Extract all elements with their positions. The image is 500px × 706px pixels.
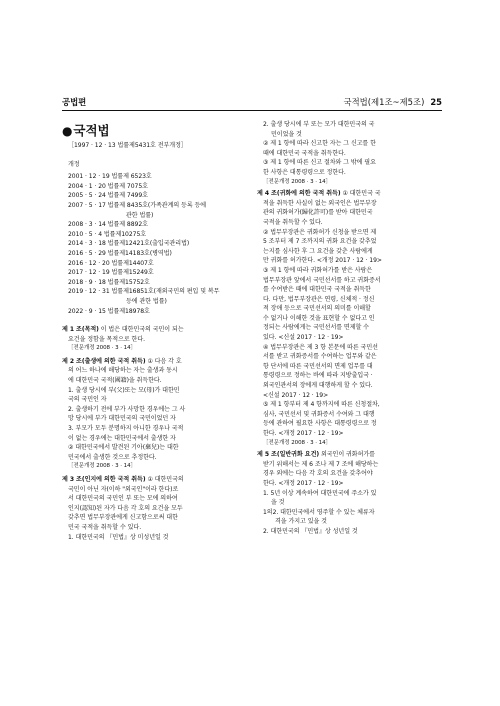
amendment-note: ［전문개정 2008 · 3 · 14］ — [68, 345, 136, 352]
article-line: 적을 취득한 사실이 없는 외국인은 법무부장 — [263, 199, 377, 207]
article-line: 에 대한민국 국적(國籍)을 취득한다. — [68, 377, 162, 385]
article-line: 2. 대한민국의 『민법』상 성년일 것 — [263, 527, 358, 535]
running-header — [62, 92, 442, 111]
article-line: 적 장애 등으로 국민선서의 의미를 이해할 — [263, 305, 371, 313]
article-line: 2. 출생 당시에 부 또는 모가 대한민국의 국 — [263, 121, 375, 128]
right-column — [257, 120, 442, 537]
history-entry: 등에 관한 법률) — [126, 297, 167, 305]
article-heading: 제 1 조(목적) — [62, 326, 99, 334]
history-entry: 2018 · 9 · 18 법률제15752호 — [68, 278, 150, 286]
article-line: 정되는 사람에게는 국민선서를 면제할 수 — [263, 324, 369, 332]
article-line: 요건을 정함을 목적으로 한다. — [68, 335, 145, 343]
article-line: 통령령으로 정하는 바에 따라 지방출입국 · — [263, 372, 373, 380]
article-line: 국적을 취득할 수 있다. — [263, 218, 323, 226]
enactment-note: ［1997 · 12 · 13 법률제5431호 전부개정］ — [68, 142, 187, 149]
article-line: 관의 귀화허가(歸化許可)를 받아 대한민국 — [263, 209, 373, 217]
article-line: 한 사항은 대통령령으로 정한다. — [263, 168, 346, 176]
article-5 — [257, 450, 442, 536]
article-line: 민이었을 것 — [271, 130, 302, 138]
article-line: 3. 부모가 모두 분명하지 아니한 경우나 국적 — [68, 425, 184, 433]
history-entry: 2010 · 5 · 4 법률제10275호 — [68, 230, 147, 238]
law-title — [62, 124, 244, 138]
article-line: 를 수여받은 때에 대한민국 국적을 취득한 — [263, 286, 371, 294]
article-line: 때에 대한민국 국적을 취득한다. — [263, 149, 346, 157]
article-line: 의 어느 하나에 해당하는 자는 출생과 동시 — [68, 367, 178, 375]
article-line: 제 1 조(목적) 이 법은 대한민국의 국민이 되는 — [62, 326, 184, 334]
amendment-note: ［전문개정 2008 · 3 · 14］ — [263, 178, 331, 185]
article-line: 5 조부터 제 7 조까지의 귀화 요건을 갖추었 — [263, 238, 377, 246]
article-line: 1. 5년 이상 계속하여 대한민국에 주소가 있 — [263, 489, 377, 497]
article-line: ③ 제 1 항에 따라 귀화허가를 받은 사람은 — [263, 266, 373, 274]
article-line: 2. 출생하기 전에 부가 사망한 경우에는 그 사 — [68, 405, 186, 413]
left-column — [62, 120, 244, 542]
article-line: ③ 제 1 항에 따른 신고 절차와 그 밖에 필요 — [263, 159, 376, 167]
article-line: 경우 외에는 다음 각 호의 요건을 갖추어야 — [263, 470, 373, 478]
article-line: 심사, 국민선서 및 귀화증서 수여와 그 대행 — [263, 410, 375, 418]
article-line: 민국 국적을 취득할 수 있다. — [68, 523, 142, 531]
article-4 — [257, 189, 442, 448]
article-1 — [62, 325, 244, 354]
amendment-note: ［전문개정 2008 · 3 · 14］ — [68, 463, 136, 470]
article-line: 국민이 아닌 자(이하 "외국인"이라 한다)로 — [68, 485, 179, 493]
bullet-icon: ● — [62, 124, 73, 138]
history-entry: 2022 · 9 · 15 법률제18978호 — [68, 307, 150, 315]
page-number: 25 — [430, 97, 442, 107]
article-heading: 제 2 조(출생에 의한 국적 취득) — [62, 357, 146, 365]
amendment-history — [68, 172, 244, 316]
article-line: 받기 위해서는 제 6 조나 제 7 조에 해당하는 — [263, 460, 379, 468]
header-right — [344, 96, 443, 108]
article-line: 서를 받고 귀화증서를 수여하는 업무와 같은 — [263, 353, 377, 361]
article-heading: 제 4 조(귀화에 의한 국적 취득) — [257, 190, 341, 198]
article-heading: 제 3 조(인지에 의한 국적 취득) — [62, 476, 146, 483]
history-entry: 2007 · 5 · 17 법률제 8435호(가족관계의 등록 등에 — [68, 201, 207, 209]
history-entry: 2014 · 3 · 18 법률제12421호(출입국관리법) — [68, 240, 190, 248]
article-line: 외국인관서의 장에게 대행하게 할 수 있다. — [263, 382, 373, 390]
article-line: <신설 2017 · 12 · 19> — [263, 391, 329, 399]
running-title: 국적법(제1조~제5조) — [343, 97, 425, 107]
article-line: 민국에서 출생한 것으로 추정한다. — [68, 453, 157, 461]
article-line: 한다. <개정 2017 · 12 · 19> — [263, 479, 344, 487]
history-entry: 2016 · 5 · 29 법률제14183호(병역법) — [68, 249, 172, 257]
article-line: 항 단서에 따른 국민선서의 면제 업무를 대 — [263, 362, 373, 370]
article-line: 국의 국민인 자 — [68, 396, 107, 404]
article-line: 수 없거나 이해한 것을 표현할 수 없다고 인 — [263, 314, 375, 322]
article-line: 망 당시에 부가 대한민국의 국민이었던 자 — [68, 415, 176, 423]
history-entry: 2016 · 12 · 20 법률제14407호 — [68, 259, 154, 267]
article-line: 제 2 조(출생에 의한 국적 취득) ① 다음 각 호 — [62, 357, 182, 365]
amendment-note: ［전문개정 2008 · 3 · 14］ — [263, 439, 331, 446]
article-line: ⑤ 제 1 항부터 제 4 항까지에 따른 신청절차, — [263, 401, 380, 409]
article-line: ② 대한민국에서 발견된 기아(棄兒)는 대한 — [68, 444, 179, 452]
history-entry: 2005 · 5 · 24 법률제 7499호 — [68, 192, 148, 200]
article-line: 법무부장관 앞에서 국민선서를 하고 귀화증서 — [263, 276, 381, 284]
article-heading: 제 5 조(일반귀화 요건) — [257, 451, 320, 459]
article-line: 제 4 조(귀화에 의한 국적 취득) ① 대한민국 국 — [257, 190, 381, 198]
article-line: 격을 가지고 있을 것 — [275, 518, 327, 526]
article-line: 제 5 조(일반귀화 요건) 외국인이 귀화허가를 — [257, 451, 375, 459]
article-3 — [62, 475, 244, 542]
history-entry: 관한 법률) — [126, 211, 154, 219]
article-line: 1. 출생 당시에 부(父)또는 모(母)가 대한민 — [68, 386, 180, 394]
article-line: 다. 다만, 법무부장관은 연령, 신체적 · 정신 — [263, 295, 375, 303]
article-3-continued — [257, 120, 442, 187]
history-entry: 2017 · 12 · 19 법률제15249호 — [68, 269, 154, 277]
article-line: 1의2. 대한민국에서 영주할 수 있는 체류자 — [263, 508, 375, 516]
article-line: 만 귀화를 허가한다. <개정 2017 · 12 · 19> — [263, 257, 382, 265]
article-line: ② 제 1 항에 따라 신고한 자는 그 신고를 한 — [263, 140, 376, 148]
article-line: ④ 법무부장관은 제 3 항 본문에 따른 국민선 — [263, 343, 378, 351]
article-line: 갖추면 법무부장관에게 신고함으로써 대한 — [68, 514, 178, 522]
history-label: 개정 — [68, 160, 80, 168]
article-line: 이 없는 경우에는 대한민국에서 출생한 자 — [68, 434, 176, 442]
article-line: ② 법무부장관은 귀화허가 신청을 받으면 제 — [263, 228, 377, 236]
article-line: 서 대한민국의 국민인 부 또는 모에 의하여 — [68, 495, 178, 503]
article-line: 등에 관하여 필요한 사항은 대통령령으로 정 — [263, 420, 377, 428]
article-line: 있다. <신설 2017 · 12 · 19> — [263, 334, 344, 342]
article-line: 한다. <개정 2017 · 12 · 19> — [263, 430, 344, 437]
article-2 — [62, 357, 244, 472]
article-line: 을 것 — [271, 499, 285, 507]
section-label: 공법편 — [62, 97, 87, 107]
law-title-text: 국적법 — [73, 123, 110, 138]
article-line: 1. 대한민국의 『민법』상 미성년일 것 — [68, 533, 169, 541]
history-entry: 2008 · 3 · 14 법률제 8892호 — [68, 221, 148, 229]
history-entry: 2001 · 12 · 19 법률제 6523호 — [68, 173, 152, 181]
article-line: 는지를 심사한 후 그 요건을 갖춘 사람에게 — [263, 247, 373, 255]
article-line: 제 3 조(인지에 의한 국적 취득) ① 대한민국의 — [62, 476, 184, 483]
history-entry: 2019 · 12 · 31 법률제16851호(재외국민의 편입 및 복무 — [68, 288, 220, 296]
article-line: 인지(認知)된 자가 다음 각 호의 요건을 모두 — [68, 504, 183, 512]
history-entry: 2004 · 1 · 20 법률제 7075호 — [68, 182, 148, 190]
